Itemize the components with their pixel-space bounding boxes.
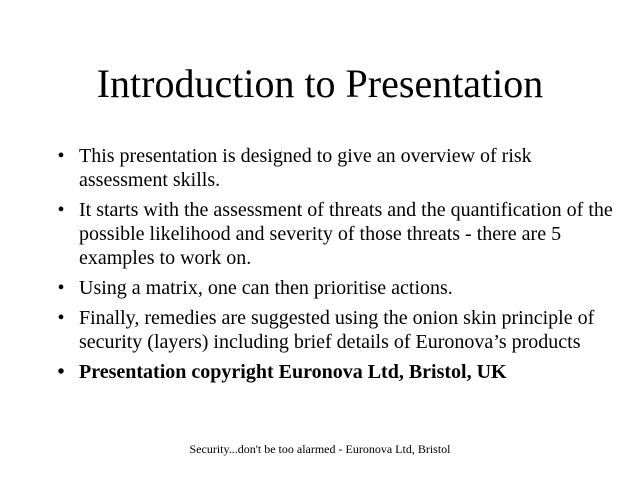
bullet-item	[54, 144, 614, 192]
bullet-text: This presentation is designed to give an overview of risk assessment skills.	[79, 145, 532, 191]
bullet-icon: •	[57, 361, 65, 383]
bullet-text: Presentation copyright Euronova Ltd, Bristol, UK	[79, 361, 507, 383]
bullet-text: It starts with the assessment of threats and the quantification of the possible likelihood and severity of those threats - there are 5 examples to work on.	[79, 199, 613, 269]
bullet-icon: •	[57, 277, 65, 299]
bullet-item-copyright	[54, 360, 614, 384]
slide-footer: Security...don't be too alarmed - Euronova Ltd, Bristol	[189, 442, 451, 456]
bullet-icon: •	[57, 199, 65, 221]
bullet-list	[54, 144, 614, 390]
bullet-icon: •	[57, 307, 65, 329]
bullet-text: Finally, remedies are suggested using the onion skin principle of security (layers) including brief details of Euronova’s products	[79, 307, 595, 353]
slide-title: Introduction to Presentation	[96, 61, 544, 106]
bullet-text: Using a matrix, one can then prioritise actions.	[79, 277, 453, 299]
bullet-item	[54, 276, 614, 300]
bullet-item	[54, 198, 614, 270]
bullet-icon: •	[57, 145, 65, 167]
bullet-item	[54, 306, 614, 354]
